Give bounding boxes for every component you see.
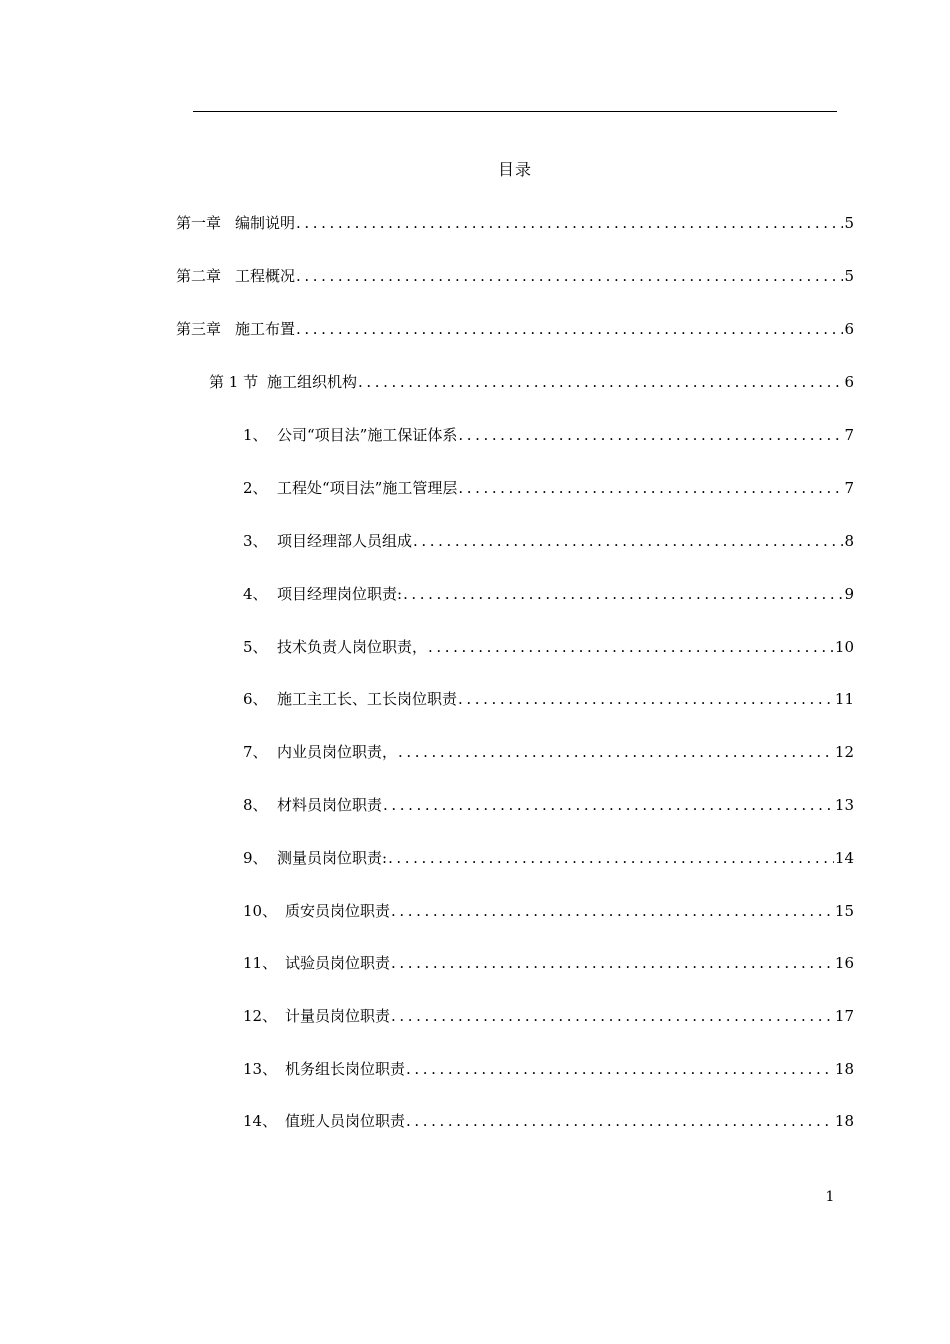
toc-entry-number: 4、 bbox=[243, 585, 268, 603]
toc-entry[interactable] bbox=[243, 951, 854, 975]
toc-entry[interactable] bbox=[243, 740, 854, 764]
toc-leader-dots bbox=[406, 1109, 834, 1133]
toc-entry-page: 10 bbox=[834, 638, 854, 656]
toc-entry-text: 项目经理部人员组成 bbox=[277, 532, 413, 550]
toc-entry-page: 12 bbox=[834, 743, 854, 761]
toc-title: 目录 bbox=[497, 160, 532, 179]
toc-leader-dots bbox=[458, 423, 843, 447]
toc-entry-number: 14、 bbox=[243, 1112, 278, 1130]
toc-leader-dots bbox=[458, 687, 834, 711]
toc-entry-number: 3、 bbox=[243, 532, 268, 550]
toc-entry-page: 15 bbox=[834, 902, 854, 920]
toc-leader-dots bbox=[413, 529, 843, 553]
toc-entry-text: 技术负责人岗位职责， bbox=[277, 638, 428, 656]
toc-entry[interactable] bbox=[176, 264, 854, 288]
toc-entry[interactable] bbox=[243, 423, 854, 447]
toc-entry-text: 施工组织机构 bbox=[267, 373, 358, 391]
toc-entry[interactable] bbox=[243, 846, 854, 870]
toc-entry-text: 计量员岗位职责 bbox=[285, 1007, 391, 1025]
toc-entry-page: 6 bbox=[844, 320, 854, 338]
toc-entry-text: 编制说明 bbox=[235, 214, 296, 232]
toc-entry-page: 13 bbox=[834, 796, 854, 814]
toc-entry-text: 公司“项目法”施工保证体系 bbox=[277, 426, 458, 444]
toc-entry-text: 机务组长岗位职责 bbox=[285, 1060, 406, 1078]
toc-entry[interactable] bbox=[243, 476, 854, 500]
toc-leader-dots bbox=[403, 582, 843, 606]
toc-leader-dots bbox=[383, 793, 834, 817]
toc-entry-page: 18 bbox=[834, 1112, 854, 1130]
toc-entry[interactable] bbox=[243, 1109, 854, 1133]
toc-entry-text: 施工主工长、工长岗位职责 bbox=[277, 690, 458, 708]
toc-entry-page: 16 bbox=[834, 954, 854, 972]
toc-entry-number: 1、 bbox=[243, 426, 268, 444]
toc-leader-dots bbox=[388, 846, 834, 870]
toc-leader-dots bbox=[398, 740, 834, 764]
toc-entry[interactable] bbox=[243, 582, 854, 606]
toc-entry-number: 7、 bbox=[243, 743, 268, 761]
toc-entry-text: 质安员岗位职责 bbox=[285, 902, 391, 920]
toc-entry-number: 9、 bbox=[243, 849, 268, 867]
toc-entry[interactable] bbox=[243, 529, 854, 553]
toc-leader-dots bbox=[296, 264, 843, 288]
toc-leader-dots bbox=[391, 1004, 834, 1028]
toc-entry-number: 5、 bbox=[243, 638, 268, 656]
toc-entry-text: 材料员岗位职责 bbox=[277, 796, 383, 814]
toc-entry-number: 8、 bbox=[243, 796, 268, 814]
toc-entry-page: 14 bbox=[834, 849, 854, 867]
toc-entry-page: 7 bbox=[844, 426, 854, 444]
toc-entry-page: 8 bbox=[844, 532, 854, 550]
toc-entry-number: 第二章 bbox=[176, 267, 222, 285]
page-number: 1 bbox=[825, 1189, 835, 1205]
toc-entry-number: 6、 bbox=[243, 690, 268, 708]
toc-entry-number: 第一章 bbox=[176, 214, 222, 232]
toc-entry-page: 11 bbox=[834, 690, 854, 708]
toc-entry[interactable] bbox=[243, 1057, 854, 1081]
toc-entry[interactable] bbox=[243, 687, 854, 711]
toc-entry[interactable] bbox=[243, 1004, 854, 1028]
toc-entry-page: 17 bbox=[834, 1007, 854, 1025]
toc-entry-page: 6 bbox=[844, 373, 854, 391]
toc-entry-page: 18 bbox=[834, 1060, 854, 1078]
toc-entry-text: 测量员岗位职责: bbox=[277, 849, 388, 867]
header-rule bbox=[193, 111, 837, 112]
toc-entry-number: 第 1 节 bbox=[209, 373, 259, 391]
toc-entry[interactable] bbox=[243, 635, 854, 659]
toc-leader-dots bbox=[406, 1057, 834, 1081]
toc-entry-text: 施工布置 bbox=[235, 320, 296, 338]
toc-entry[interactable] bbox=[243, 793, 854, 817]
toc-entry-text: 项目经理岗位职责: bbox=[277, 585, 403, 603]
toc-entry-page: 5 bbox=[844, 267, 854, 285]
toc-entry-number: 2、 bbox=[243, 479, 268, 497]
toc-entry-text: 值班人员岗位职责 bbox=[285, 1112, 406, 1130]
toc-leader-dots bbox=[391, 899, 834, 923]
toc-entry[interactable] bbox=[209, 370, 854, 394]
toc-entry[interactable] bbox=[176, 211, 854, 235]
toc-entry-page: 7 bbox=[844, 479, 854, 497]
toc-entry-number: 13、 bbox=[243, 1060, 278, 1078]
toc-leader-dots bbox=[296, 211, 843, 235]
toc-entry[interactable] bbox=[176, 317, 854, 341]
toc-leader-dots bbox=[428, 635, 834, 659]
toc-entry-text: 工程处“项目法”施工管理层 bbox=[277, 479, 458, 497]
toc-entry-number: 10、 bbox=[243, 902, 278, 920]
toc-leader-dots bbox=[358, 370, 843, 394]
toc-entry[interactable] bbox=[243, 899, 854, 923]
toc-leader-dots bbox=[391, 951, 834, 975]
toc-entry-number: 11、 bbox=[243, 954, 278, 972]
toc-entry-number: 第三章 bbox=[176, 320, 222, 338]
toc-entry-text: 内业员岗位职责， bbox=[277, 743, 398, 761]
toc-entry-number: 12、 bbox=[243, 1007, 278, 1025]
toc-entry-page: 9 bbox=[844, 585, 854, 603]
toc-entry-text: 试验员岗位职责 bbox=[285, 954, 391, 972]
toc-leader-dots bbox=[296, 317, 843, 341]
toc-leader-dots bbox=[458, 476, 843, 500]
toc-entry-page: 5 bbox=[844, 214, 854, 232]
toc-entry-text: 工程概况 bbox=[235, 267, 296, 285]
